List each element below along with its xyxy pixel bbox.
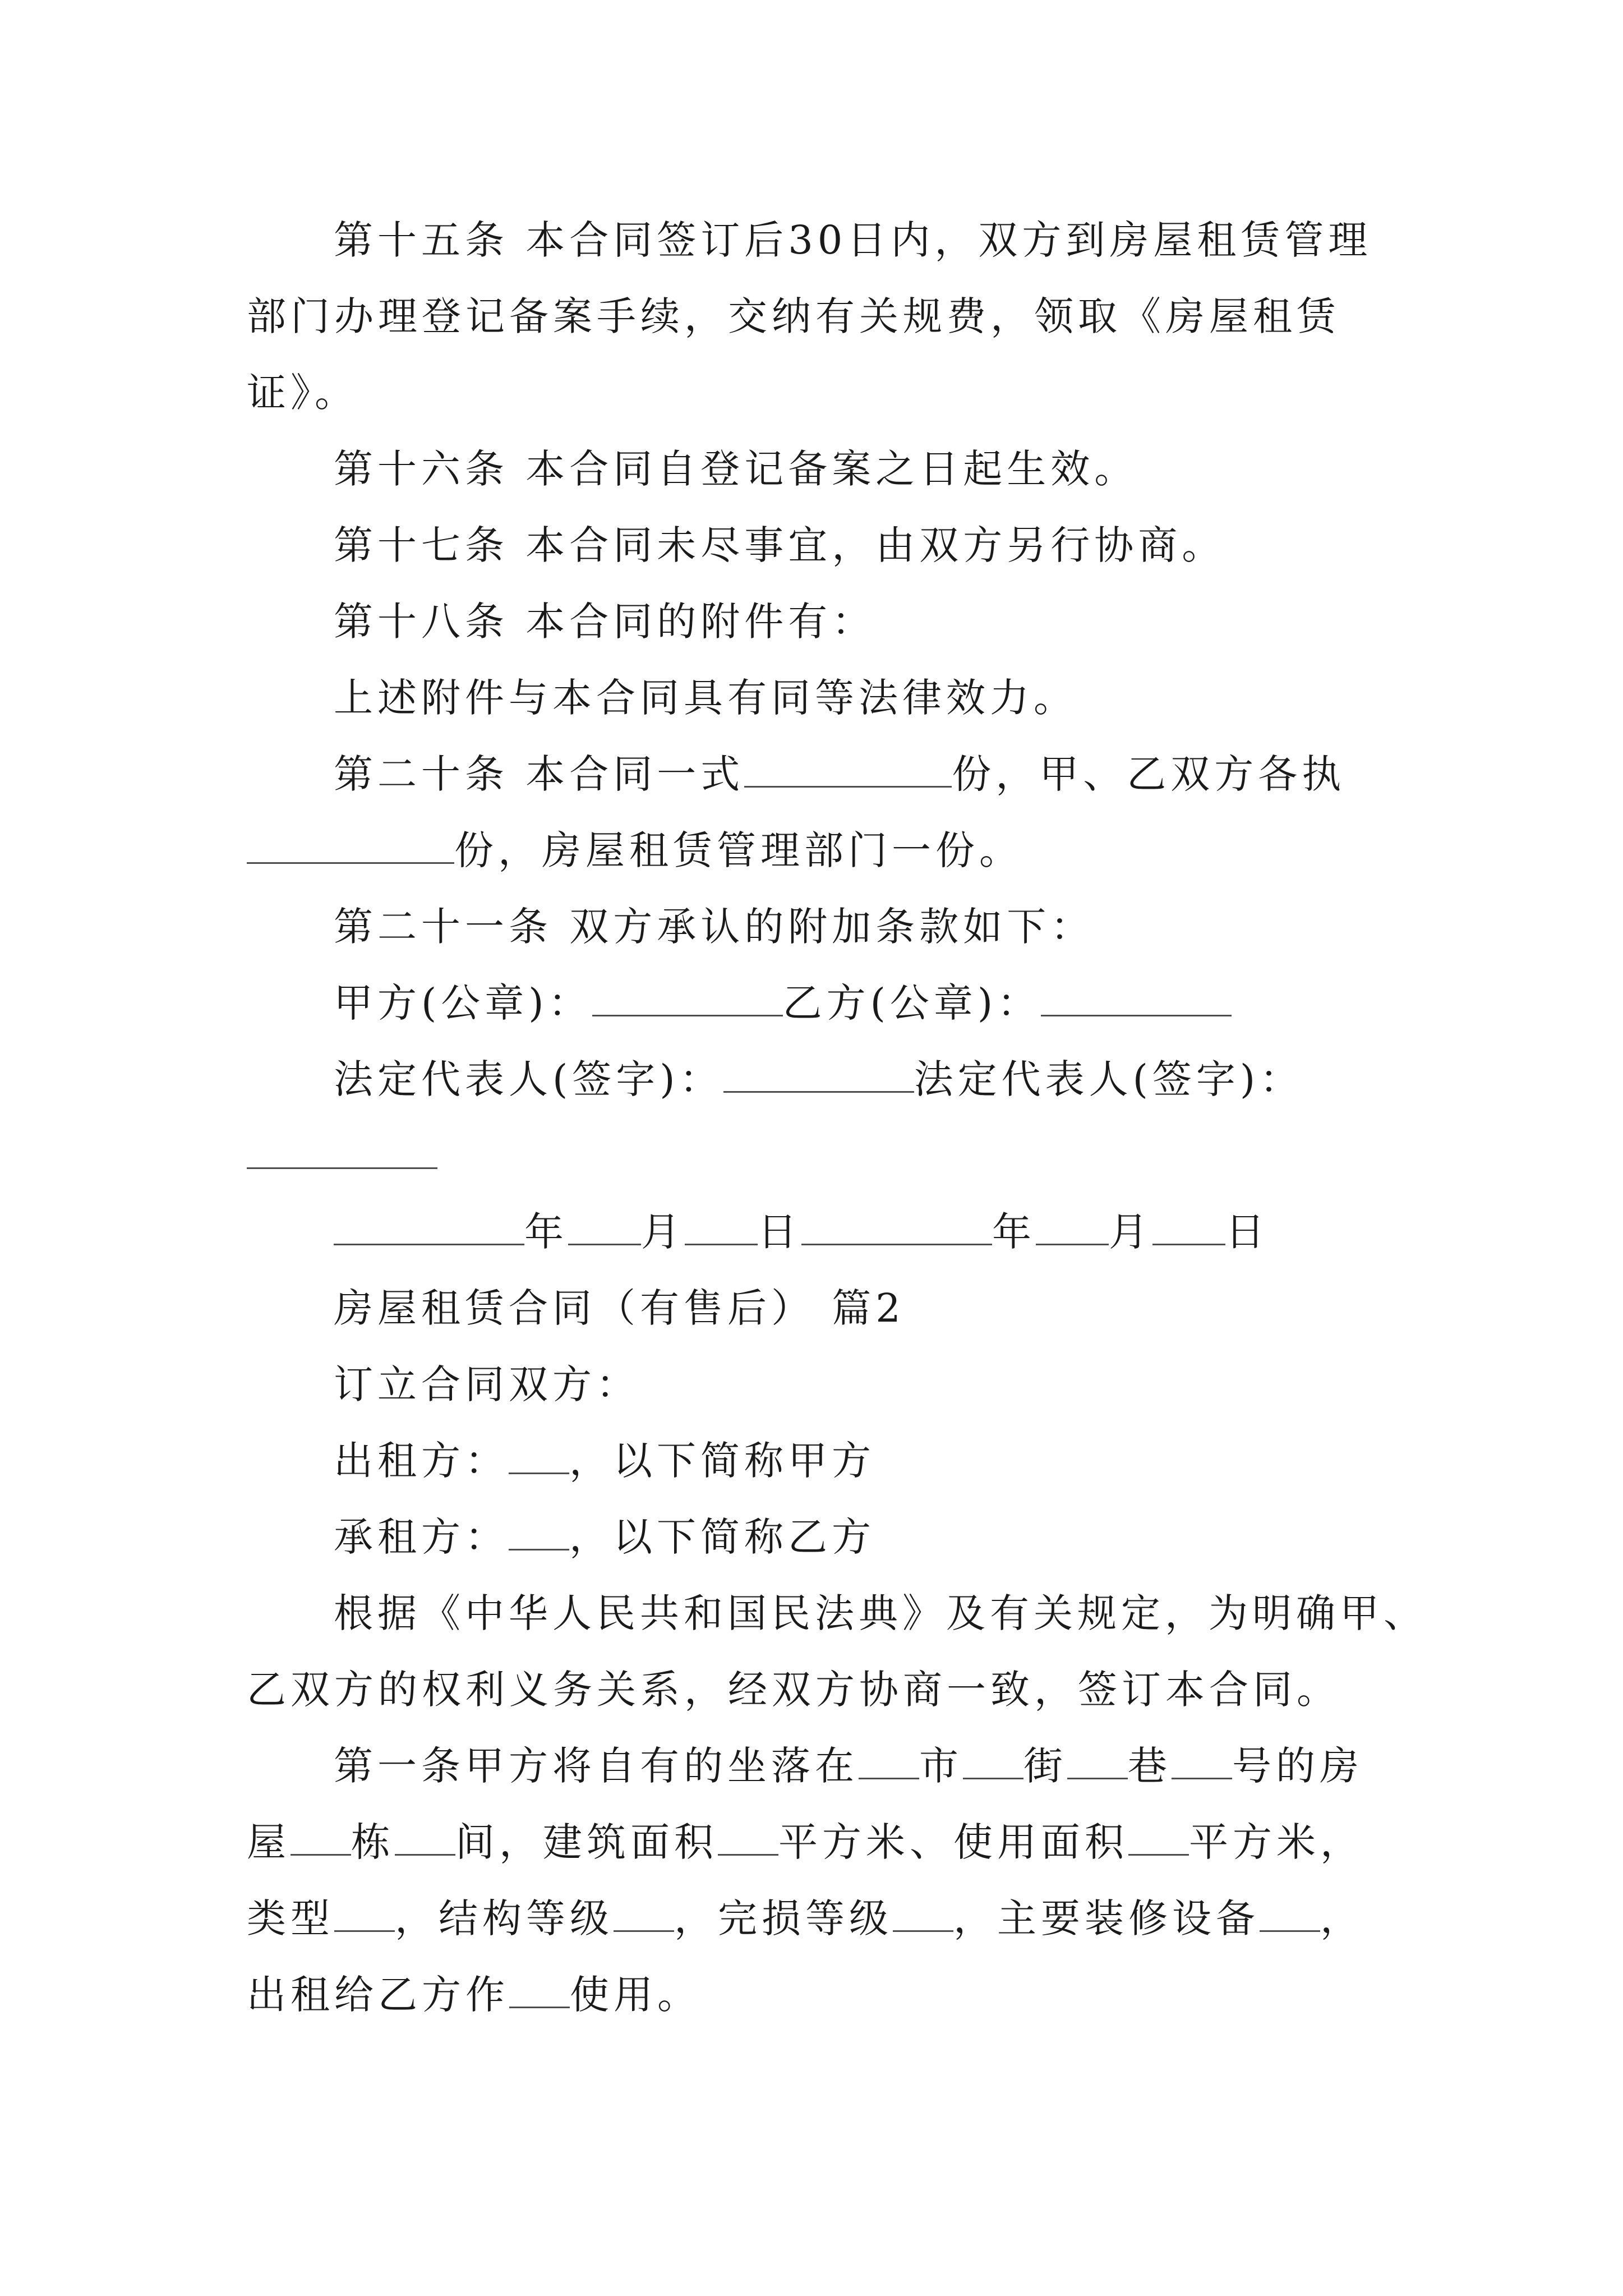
parties-heading-text: 订立合同双方： <box>334 1361 640 1407</box>
clause-20-text-a: 第二十条 本合同一式 <box>334 751 745 797</box>
date-a-year: 年 <box>524 1209 568 1255</box>
art1-struct-blank <box>614 1895 674 1932</box>
clause-20-line-2 <box>247 812 1385 889</box>
document-body <box>247 202 1427 2033</box>
party-a-seal-label: 甲方(公章)： <box>334 980 592 1026</box>
party-a-seal-blank <box>592 980 783 1016</box>
art1-area-blank <box>718 1819 778 1856</box>
copies-each-blank <box>247 827 454 864</box>
lessor-label: 出租方： <box>334 1438 509 1484</box>
clause-15-line-3 <box>247 355 1385 431</box>
clause-20-text-b: 份，甲、乙双方各执 <box>952 751 1346 797</box>
date-b-day-blank <box>1152 1209 1225 1245</box>
date-b-day: 日 <box>1225 1209 1269 1255</box>
clause-18-text: 第十八条 本合同的附件有： <box>334 599 876 645</box>
legal-rep-line-2 <box>247 1117 1385 1194</box>
art1-usable-blank <box>1128 1819 1189 1856</box>
attachment-note <box>247 660 1385 736</box>
article-1-line-2 <box>247 1804 1385 1880</box>
art1-lease: 出租给乙方作 <box>247 1972 509 2018</box>
lessor-blank <box>509 1438 569 1474</box>
art1-num-blank <box>1172 1743 1232 1779</box>
art1-text-1: 第一条甲方将自有的坐落在 <box>334 1743 859 1789</box>
legal-rep-a-label: 法定代表人(签字)： <box>334 1056 723 1102</box>
seal-line <box>247 965 1385 1041</box>
article-1-line-3 <box>247 1880 1385 1957</box>
art1-room-blank <box>395 1819 455 1856</box>
party-b-seal-blank <box>1041 980 1232 1016</box>
section-title <box>247 1270 1385 1346</box>
art1-struct: ，结构等级 <box>395 1895 614 1941</box>
clause-15-text-2: 部门办理登记备案手续，交纳有关规费，领取《房屋租赁 <box>247 293 1340 339</box>
date-b-year-blank <box>801 1209 992 1245</box>
clause-20-text-c: 份，房屋租赁管理部门一份。 <box>454 827 1023 873</box>
clause-17 <box>247 507 1385 583</box>
date-a-month-blank <box>568 1209 641 1245</box>
art1-damage: ，完损等级 <box>674 1895 893 1941</box>
preamble-line-2 <box>247 1651 1385 1728</box>
preamble-text-2: 乙双方的权利义务关系，经双方协商一致，签订本合同。 <box>247 1667 1340 1713</box>
art1-city-blank <box>859 1743 919 1779</box>
clause-16-text: 第十六条 本合同自登记备案之日起生效。 <box>334 446 1138 492</box>
clause-18 <box>247 583 1385 660</box>
clause-16 <box>247 431 1385 507</box>
art1-lane: 巷 <box>1128 1743 1172 1789</box>
art1-sqm1: 平方米、使用面积 <box>778 1819 1128 1865</box>
art1-house: 屋 <box>247 1819 291 1865</box>
art1-comma: ， <box>1320 1895 1364 1941</box>
parties-heading <box>247 1346 1385 1423</box>
art1-street: 街 <box>1023 1743 1067 1789</box>
lessee-label: 承租方： <box>334 1514 509 1560</box>
date-b-month: 月 <box>1109 1209 1152 1255</box>
section-title-text: 房屋租赁合同（有售后） 篇2 <box>334 1285 905 1331</box>
clause-20-line-1 <box>247 736 1385 812</box>
legal-rep-line <box>247 1041 1385 1117</box>
article-1-line-4 <box>247 1957 1385 2033</box>
art1-use: 使用。 <box>570 1972 701 2018</box>
art1-equip-blank <box>1260 1895 1320 1932</box>
lessee-suffix: ，以下简称乙方 <box>569 1514 875 1560</box>
art1-lane-blank <box>1067 1743 1128 1779</box>
clause-15-text-3: 证》。 <box>247 370 358 416</box>
art1-damage-blank <box>893 1895 953 1932</box>
art1-num: 号的房 <box>1232 1743 1363 1789</box>
party-b-seal-label: 乙方(公章)： <box>782 980 1041 1026</box>
date-a-day-blank <box>685 1209 758 1245</box>
art1-type-blank <box>334 1895 395 1932</box>
lessee-line <box>247 1499 1385 1575</box>
clause-15-text-1: 第十五条 本合同签订后30日内，双方到房屋租赁管理 <box>334 217 1372 263</box>
article-1-line-1 <box>247 1728 1385 1804</box>
date-a-year-blank <box>334 1209 524 1245</box>
date-b-year: 年 <box>992 1209 1036 1255</box>
legal-rep-b-label: 法定代表人(签字)： <box>914 1056 1304 1102</box>
attachment-note-text: 上述附件与本合同具有同等法律效力。 <box>334 675 1077 721</box>
date-line <box>247 1194 1385 1270</box>
art1-use-blank <box>509 1972 570 2008</box>
clause-17-text: 第十七条 本合同未尽事宜，由双方另行协商。 <box>334 522 1226 568</box>
art1-sqm2: 平方米， <box>1189 1819 1364 1865</box>
clause-21 <box>247 889 1385 965</box>
clause-15-line-1 <box>247 202 1385 278</box>
date-a-day: 日 <box>758 1209 801 1255</box>
preamble-line-1 <box>247 1575 1427 1651</box>
lessor-suffix: ，以下简称甲方 <box>569 1438 875 1484</box>
art1-room: 间，建筑面积 <box>455 1819 718 1865</box>
art1-bldg-blank <box>291 1819 351 1856</box>
legal-rep-b-blank <box>247 1133 437 1169</box>
art1-equip: ，主要装修设备 <box>953 1895 1260 1941</box>
date-a-month: 月 <box>641 1209 685 1255</box>
legal-rep-a-blank <box>723 1056 914 1093</box>
lessor-line <box>247 1423 1385 1499</box>
date-b-month-blank <box>1036 1209 1109 1245</box>
preamble-text-1: 根据《中华人民共和国民法典》及有关规定，为明确甲、 <box>334 1590 1427 1636</box>
art1-street-blank <box>963 1743 1023 1779</box>
art1-bldg: 栋 <box>351 1819 395 1865</box>
art1-city: 市 <box>919 1743 963 1789</box>
copies-total-blank <box>744 751 952 788</box>
clause-15-line-2 <box>247 278 1385 355</box>
art1-type: 类型 <box>247 1895 334 1941</box>
lessee-blank <box>509 1514 569 1550</box>
clause-21-text: 第二十一条 双方承认的附加条款如下： <box>334 904 1095 950</box>
